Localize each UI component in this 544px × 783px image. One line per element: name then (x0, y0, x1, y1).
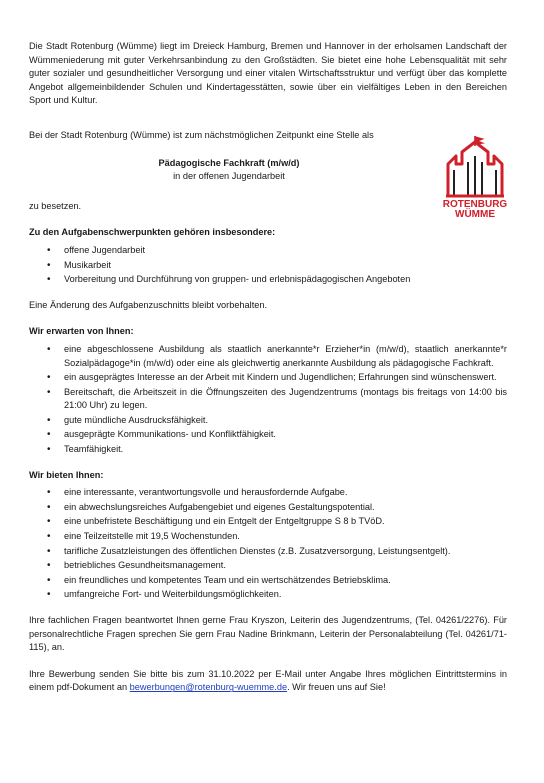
logo-text-line1: ROTENBURG (442, 199, 508, 210)
application-email-link[interactable]: bewerbungen@rotenburg-wuemme.de (129, 682, 288, 693)
list-item: • eine abgeschlossene Ausbildung als staatlich anerkannte*r Erzieher*in (m/w/d), staatlich anerkannte*r Sozialpädagoge*in (m/w/d) oder eine als gleichwertig anerkannte Ausbildung als pädagogische Fachkraft. (29, 343, 507, 370)
list-item: • eine unbefristete Beschäftigung und ein Entgelt der Entgeltgruppe S 8 b TVöD. (29, 515, 507, 529)
list-item: • offene Jugendarbeit (29, 244, 507, 258)
lead-sentence: Bei der Stadt Rotenburg (Wümme) ist zum nächstmöglichen Zeitpunkt eine Stelle als (29, 129, 374, 140)
besetzen-text: zu besetzen. (29, 200, 82, 211)
logo-text-line2: WÜMME (455, 209, 495, 220)
expect-heading: Wir erwarten von Ihnen: (29, 326, 134, 337)
offer-heading: Wir bieten Ihnen: (29, 469, 104, 480)
apply-text-after: . Wir freuen uns auf Sie! (287, 682, 386, 693)
tasks-heading: Zu den Aufgabenschwerpunkten gehören insbesondere: (29, 227, 276, 238)
apply-paragraph (29, 668, 507, 695)
list-item: • Vorbereitung und Durchführung von gruppen- und erlebnispädagogischen Angeboten (29, 273, 507, 287)
intro-paragraph: Die Stadt Rotenburg (Wümme) liegt im Dreieck Hamburg, Bremen und Hannover in der erholsamen Landschaft der Wümmeniederung mit guter Verkehrsanbindung zu den Großstädten. Sie bietet eine hohe Lebensqualität mit sehr guter sozialer und gesundheitlicher Versorgung und einer vitalen Wirtschaftsstruktur und verfügt über das komplette Angebot allgemeinbildender Schulen und Kindertagesstätten, sowie über ein vielfältiges Leben in den Bereichen Sport und Kultur. (29, 41, 507, 106)
apply-text-before: Ihre Bewerbung senden Sie bitte bis zum 31.10.2022 per E-Mail unter Angabe Ihres möglichen Eintrittstermins in einem pdf-Dokument an (29, 668, 507, 693)
list-item: • Bereitschaft, die Arbeitszeit in die Öffnungszeiten des Jugendzentrums (montags bis freitags von 14:00 bis 21:00 Uhr) zu legen. (29, 386, 507, 413)
questions-paragraph: Ihre fachlichen Fragen beantwortet Ihnen gerne Frau Kryszon, Leiterin des Jugendzentrums, (Tel. 04261/2276). Für personalrechtliche Fragen sprechen Sie gern Frau Nadine Brinkmann, Leiterin der Personalabteilung (Tel. 04261/71-115), an. (29, 615, 507, 653)
job-title: Pädagogische Fachkraft (m/w/d) (158, 157, 300, 168)
document-body (29, 40, 507, 695)
list-item: • ausgeprägte Kommunikations- und Konfliktfähigkeit. (29, 428, 507, 442)
change-note: Eine Änderung des Aufgabenzuschnitts bleibt vorbehalten. (29, 299, 268, 310)
tasks-list (29, 244, 507, 287)
job-subtitle: in der offenen Jugendarbeit (173, 171, 285, 182)
list-item: • umfangreiche Fort- und Weiterbildungsmöglichkeiten. (29, 588, 507, 602)
list-item: • betriebliches Gesundheitsmanagement. (29, 559, 507, 573)
list-item: • Musikarbeit (29, 259, 507, 273)
list-item: • Teamfähigkeit. (29, 443, 507, 457)
list-item: • ein abwechslungsreiches Aufgabengebiet und eigenes Gestaltungspotential. (29, 501, 507, 515)
list-item: • tarifliche Zusatzleistungen des öffentlichen Dienstes (z.B. Zusatzversorgung, Leistungsentgelt). (29, 545, 507, 559)
offer-list (29, 486, 507, 602)
list-item: • eine interessante, verantwortungsvolle und herausfordernde Aufgabe. (29, 486, 507, 500)
list-item: • eine Teilzeitstelle mit 19,5 Wochenstunden. (29, 530, 507, 544)
list-item: • gute mündliche Ausdrucksfähigkeit. (29, 414, 507, 428)
expect-list (29, 343, 507, 457)
list-item: • ein ausgeprägtes Interesse an der Arbeit mit Kindern und Jugendlichen; Erfahrungen sind wünschenswert. (29, 371, 507, 385)
list-item: • ein freundliches und kompetentes Team und ein wertschätzendes Betriebsklima. (29, 574, 507, 588)
